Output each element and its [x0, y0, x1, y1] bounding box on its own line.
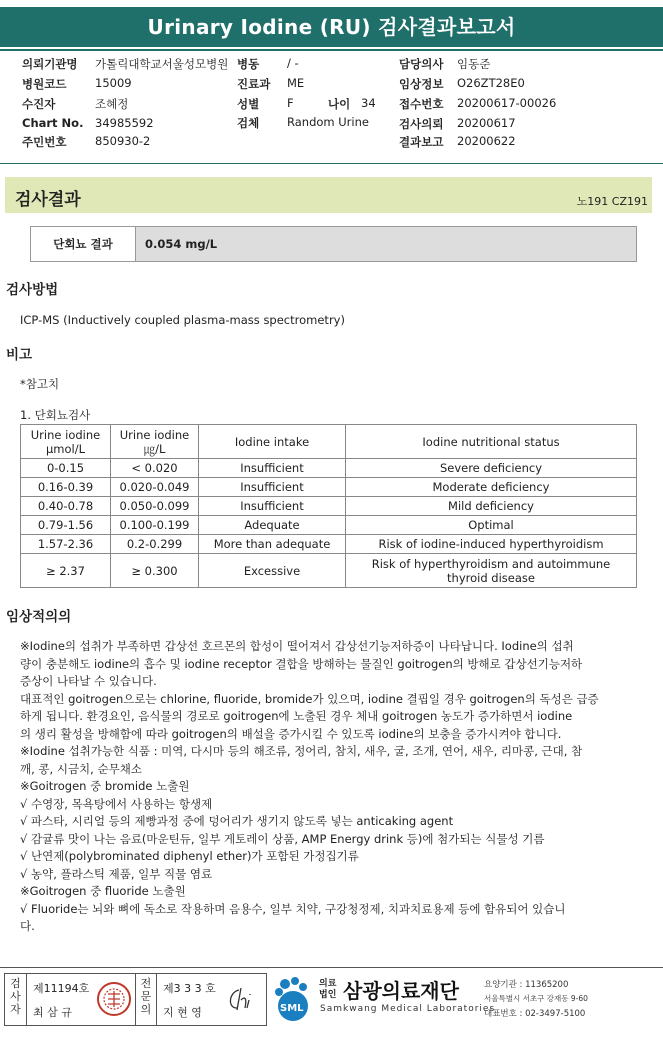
- cell: 0.050-0.099: [111, 497, 199, 516]
- ward-label: 병동: [237, 57, 260, 71]
- doctor-value: 임동준: [457, 57, 491, 71]
- table-row: [21, 459, 637, 478]
- address: 서울특별시 서초구 강재동 9-60: [484, 994, 588, 1003]
- ward-value: / -: [287, 56, 299, 70]
- clinical-line: 대표적인 goitrogen으로는 chlorine, fluoride, bromide가 있으며, iodine 결핍일 경우 goitrogen의 독성은 급증: [20, 691, 599, 706]
- specimen-value: Random Urine: [287, 115, 369, 129]
- org-value: 가톨릭대학교서울성모병원: [95, 57, 229, 71]
- clinical-line: 량이 충분해도 iodine의 흡수 및 iodine receptor 결합을 방해하는 물질인 goitrogen의 방해로 갑상선기능저하: [20, 656, 583, 671]
- cell: [346, 554, 637, 588]
- examiner-seal-icon: [97, 982, 131, 1016]
- receipt-value: 20200617-00026: [457, 96, 557, 110]
- clinical-line: √ 수영장, 목욕탕에서 사용하는 항생제: [20, 796, 213, 811]
- age-label: 나이: [328, 97, 351, 111]
- col-ug-line2: ㎍/L: [143, 441, 166, 456]
- col-umol-line1: Urine iodine: [30, 427, 101, 442]
- clinical-line: ※Goitrogen 중 bromide 노출원: [20, 779, 190, 793]
- clinical-label: 임상정보: [399, 77, 444, 91]
- clinical-line: √ 난연제(polybrominated diphenyl ether)가 포함된 가정집기류: [20, 849, 359, 863]
- phone: 대표번호 : 02-3497-5100: [484, 1009, 586, 1019]
- dept-label: 진료과: [237, 77, 271, 91]
- brand-english: Samkwang Medical Laboratories: [320, 1004, 496, 1014]
- clinical-line: 증상이 나타날 수 있습니다.: [20, 674, 157, 688]
- cell: Excessive: [199, 554, 346, 588]
- sex-value: F: [287, 96, 294, 110]
- patient-label: 수진자: [22, 97, 56, 111]
- cell: More than adequate: [199, 535, 346, 554]
- col-intake: Iodine intake: [199, 425, 346, 459]
- col-umol-line2: µmol/L: [45, 441, 86, 456]
- table-row: [21, 478, 637, 497]
- cell: 0.100-0.199: [111, 516, 199, 535]
- request-value: 20200617: [457, 116, 516, 130]
- title-underline: [0, 49, 663, 51]
- clinical-line: 하게 됩니다. 환경요인, 음식물의 경로로 goitrogen에 노출된 경우 체내 goitrogen 농도가 증가하면서 iodine: [20, 709, 573, 723]
- specialist-label-text: 전문의: [140, 977, 152, 1016]
- clinical-line: ※Goitrogen 중 fluoride 노출원: [20, 884, 186, 898]
- org-label: 의뢰기관명: [22, 57, 78, 71]
- id-label: 주민번호: [22, 135, 67, 149]
- clinical-line: ※Iodine 섭취가능한 식품 : 미역, 다시마 등의 해조류, 정어리, 참치, 새우, 굴, 조개, 연어, 새우, 리마콩, 근대, 참: [20, 744, 583, 758]
- result-label: 단회뇨 결과: [31, 227, 136, 261]
- cell: Moderate deficiency: [346, 478, 637, 497]
- report-value: 20200622: [457, 134, 516, 148]
- sml-logo-icon: [271, 976, 315, 1024]
- col-ug-line1: Urine iodine: [119, 427, 190, 442]
- cell: 0-0.15: [21, 459, 111, 478]
- col-status: Iodine nutritional status: [346, 425, 637, 459]
- col-umol: [21, 425, 111, 459]
- reference-note: *참고치: [20, 377, 60, 391]
- results-heading: 검사결과: [15, 190, 81, 210]
- patient-value: 조혜정: [95, 97, 129, 111]
- cell: 0.2-0.299: [111, 535, 199, 554]
- brand-prefix: 의료법인: [319, 979, 337, 1000]
- table-row: [21, 535, 637, 554]
- table-header-row: [21, 425, 637, 459]
- cell: 0.16-0.39: [21, 478, 111, 497]
- cell: Insufficient: [199, 497, 346, 516]
- results-section-bar: [5, 177, 652, 213]
- method-text: ICP-MS (Inductively coupled plasma-mass spectrometry): [20, 313, 345, 327]
- cell: Optimal: [346, 516, 637, 535]
- examiner-name: 최 삼 규: [33, 1006, 72, 1019]
- clinical-line: √ 파스타, 시리얼 등의 제빵과정 중에 덩어리가 생기지 않도록 넣는 anticaking agent: [20, 814, 454, 828]
- examiner-no: 제11194호: [33, 982, 90, 995]
- clinical-body: [20, 638, 632, 936]
- sex-label: 성별: [237, 97, 260, 111]
- dept-value: ME: [287, 76, 305, 90]
- cell: 0.020-0.049: [111, 478, 199, 497]
- brand-block: [271, 974, 661, 1026]
- specialist-no: 제3 3 3 호: [163, 982, 216, 995]
- code-value: 15009: [95, 76, 132, 90]
- cell: Insufficient: [199, 459, 346, 478]
- signature-box: [4, 973, 267, 1026]
- specialist-label: [135, 974, 157, 1025]
- institution-code: 요양기관 : 11365200: [484, 980, 569, 990]
- table-row: [21, 497, 637, 516]
- remarks-heading: 비고: [6, 347, 33, 363]
- table-row: [21, 516, 637, 535]
- results-code: 노191 CZ191: [576, 195, 648, 208]
- clinical-line: ※Iodine의 섭취가 부족하면 갑상선 호르몬의 합성이 떨어져서 갑상선기능저하증이 나타납니다. Iodine의 섭취: [20, 639, 574, 653]
- header-divider: [0, 163, 663, 164]
- clinical-heading: 임상적의의: [6, 609, 72, 625]
- specimen-label: 검체: [237, 116, 260, 130]
- brand-name: 삼광의료재단: [343, 979, 459, 1003]
- clinical-line: 다.: [20, 919, 35, 933]
- chart-label: Chart No.: [22, 116, 84, 130]
- reference-table: [20, 424, 637, 588]
- clinical-line: √ 감귤류 맛이 나는 음료(마운틴듀, 일부 게토레이 상품, AMP Energy drink 등)에 첨가되는 식물성 기름: [20, 831, 545, 846]
- id-value: 850930-2: [95, 134, 151, 148]
- logo-text: SML: [280, 1003, 304, 1014]
- result-value: 0.054 mg/L: [145, 237, 218, 251]
- report-label: 결과보고: [399, 135, 444, 149]
- specialist-signature-icon: [225, 984, 261, 1014]
- receipt-label: 접수번호: [399, 97, 444, 111]
- clinical-line: √ Fluoride는 뇌와 뼈에 독소로 작용하며 음용수, 일부 치약, 구강청정제, 치과치료용제 등에 함유되어 있습니: [20, 901, 566, 916]
- status-line1: Risk of hyperthyroidism and autoimmune: [371, 556, 611, 571]
- col-ug: [111, 425, 199, 459]
- cell: < 0.020: [111, 459, 199, 478]
- cell: Adequate: [199, 516, 346, 535]
- cell: ≥ 2.37: [21, 554, 111, 588]
- report-title: Urinary Iodine (RU) 검사결과보고서: [0, 7, 663, 47]
- examiner-label-text: 검사자: [10, 977, 21, 1016]
- cell: Insufficient: [199, 478, 346, 497]
- method-heading: 검사방법: [6, 282, 59, 298]
- cell: Mild deficiency: [346, 497, 637, 516]
- code-label: 병원코드: [22, 77, 67, 91]
- footer-divider: [0, 967, 663, 968]
- cell: 0.40-0.78: [21, 497, 111, 516]
- cell: 0.79-1.56: [21, 516, 111, 535]
- status-line2: thyroid disease: [447, 570, 535, 585]
- age-value: 34: [361, 96, 376, 110]
- clinical-line: √ 농약, 플라스틱 제품, 일부 직물 염료: [20, 866, 213, 881]
- cell: Risk of iodine-induced hyperthyroidism: [346, 535, 637, 554]
- examiner-label: [5, 974, 27, 1025]
- chart-value: 34985592: [95, 116, 154, 130]
- table-row: [21, 554, 637, 588]
- request-label: 검사의뢰: [399, 117, 444, 131]
- cell: Severe deficiency: [346, 459, 637, 478]
- doctor-label: 담당의사: [399, 57, 444, 71]
- clinical-value: O26ZT28E0: [457, 76, 525, 90]
- table-title: 1. 단회뇨검사: [20, 408, 91, 422]
- cell: ≥ 0.300: [111, 554, 199, 588]
- clinical-line: 깨, 콩, 시금치, 순무채소: [20, 761, 142, 776]
- cell: 1.57-2.36: [21, 535, 111, 554]
- clinical-line: 의 생리 활성을 방해함에 따라 goitrogen의 배설을 증가시킬 수 있도록 iodine의 보충을 증가시켜야 합니다.: [20, 726, 562, 741]
- result-box: [30, 226, 637, 262]
- specialist-name: 지 현 영: [163, 1006, 202, 1019]
